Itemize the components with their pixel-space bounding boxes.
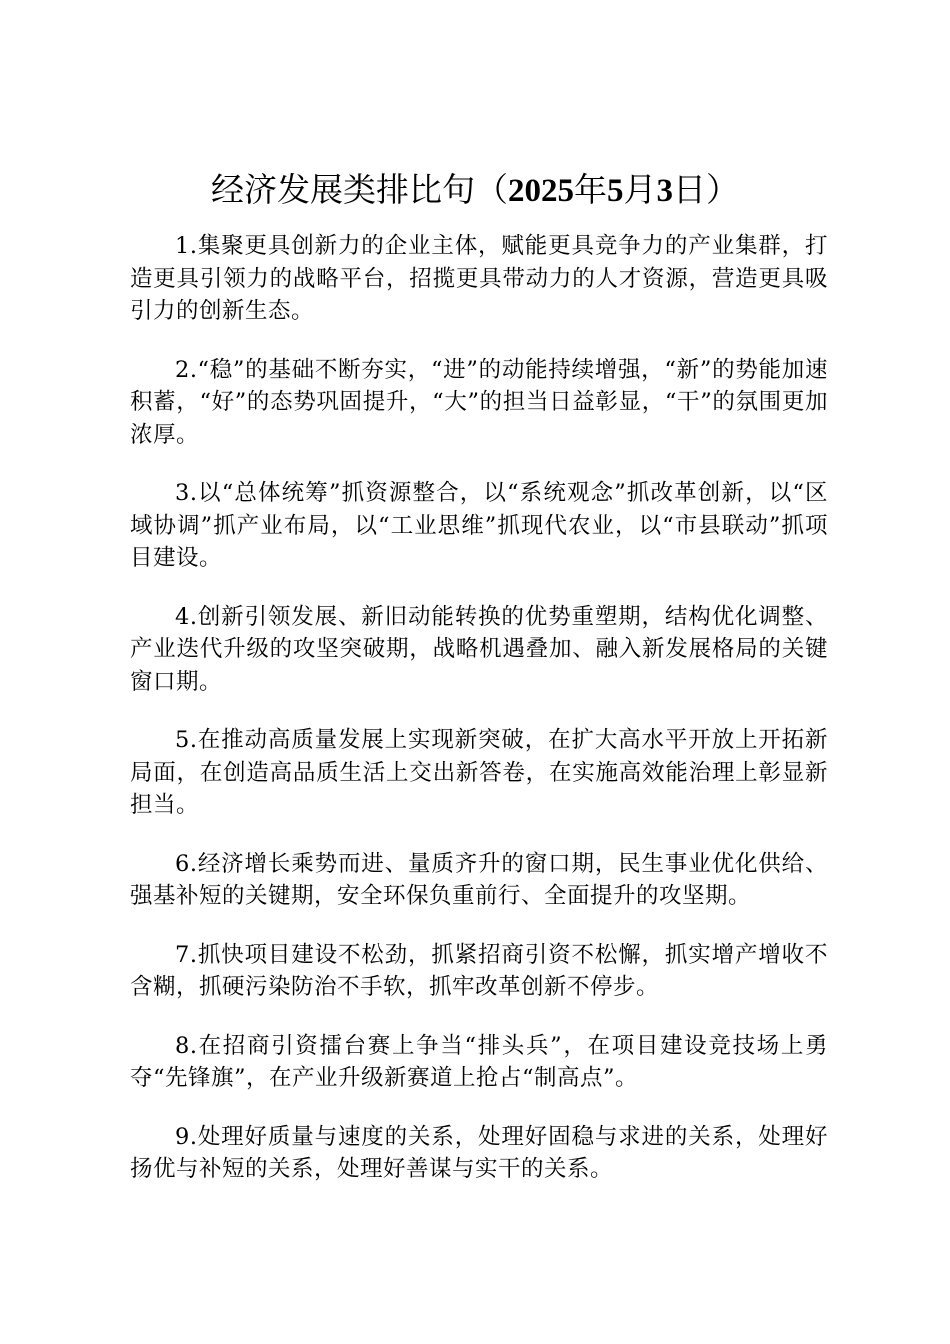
paragraph-6: 6.经济增长乘势而进、量质齐升的窗口期，民生事业优化供给、强基补短的关键期，安全环保负重前行、全面提升的攻坚期。 bbox=[130, 850, 828, 909]
title-day-unit: 日） bbox=[673, 170, 739, 209]
paragraph-8: 8.在招商引资擂台赛上争当“排头兵”，在项目建设竞技场上勇夺“先锋旗”，在产业升级新赛道上抢占“制高点”。 bbox=[130, 1032, 828, 1091]
paragraph-9: 9.处理好质量与速度的关系，处理好固稳与求进的关系，处理好扬优与补短的关系，处理好善谋与实干的关系。 bbox=[130, 1123, 828, 1182]
paragraph-1: 1.集聚更具创新力的企业主体，赋能更具竞争力的产业集群，打造更具引领力的战略平台，招揽更具带动力的人才资源，营造更具吸引力的创新生态。 bbox=[130, 233, 828, 324]
title-day: 3 bbox=[656, 173, 673, 209]
title-month-unit: 月 bbox=[623, 170, 657, 209]
document-body bbox=[130, 230, 828, 1212]
paragraph-7: 7.抓快项目建设不松劲，抓紧招商引资不松懈，抓实增产增收不含糊，抓硬污染防治不手软，抓牢改革创新不停步。 bbox=[130, 941, 828, 1000]
document-title bbox=[0, 168, 950, 213]
title-year-unit: 年 bbox=[574, 170, 607, 209]
title-prefix: 经济发展类排比句（ bbox=[211, 170, 508, 209]
paragraph-4: 4.创新引领发展、新旧动能转换的优势重塑期，结构优化调整、产业迭代升级的攻坚突破期，战略机遇叠加、融入新发展格局的关键窗口期。 bbox=[130, 603, 828, 695]
paragraph-3: 3.以“总体统筹”抓资源整合，以“系统观念”抓改革创新，以“区域协调”抓产业布局，以“工业思维”抓现代农业，以“市县联动”抓项目建设。 bbox=[130, 480, 828, 571]
title-month: 5 bbox=[607, 173, 624, 209]
title-year: 2025 bbox=[508, 173, 574, 209]
paragraph-5: 5.在推动高质量发展上实现新突破，在扩大高水平开放上开拓新局面，在创造高品质生活上交出新答卷，在实施高效能治理上彰显新担当。 bbox=[130, 727, 828, 818]
paragraph-2: 2.“稳”的基础不断夯实，“进”的动能持续增强，“新”的势能加速积蓄，“好”的态势巩固提升，“大”的担当日益彰显，“干”的氛围更加浓厚。 bbox=[130, 356, 828, 448]
